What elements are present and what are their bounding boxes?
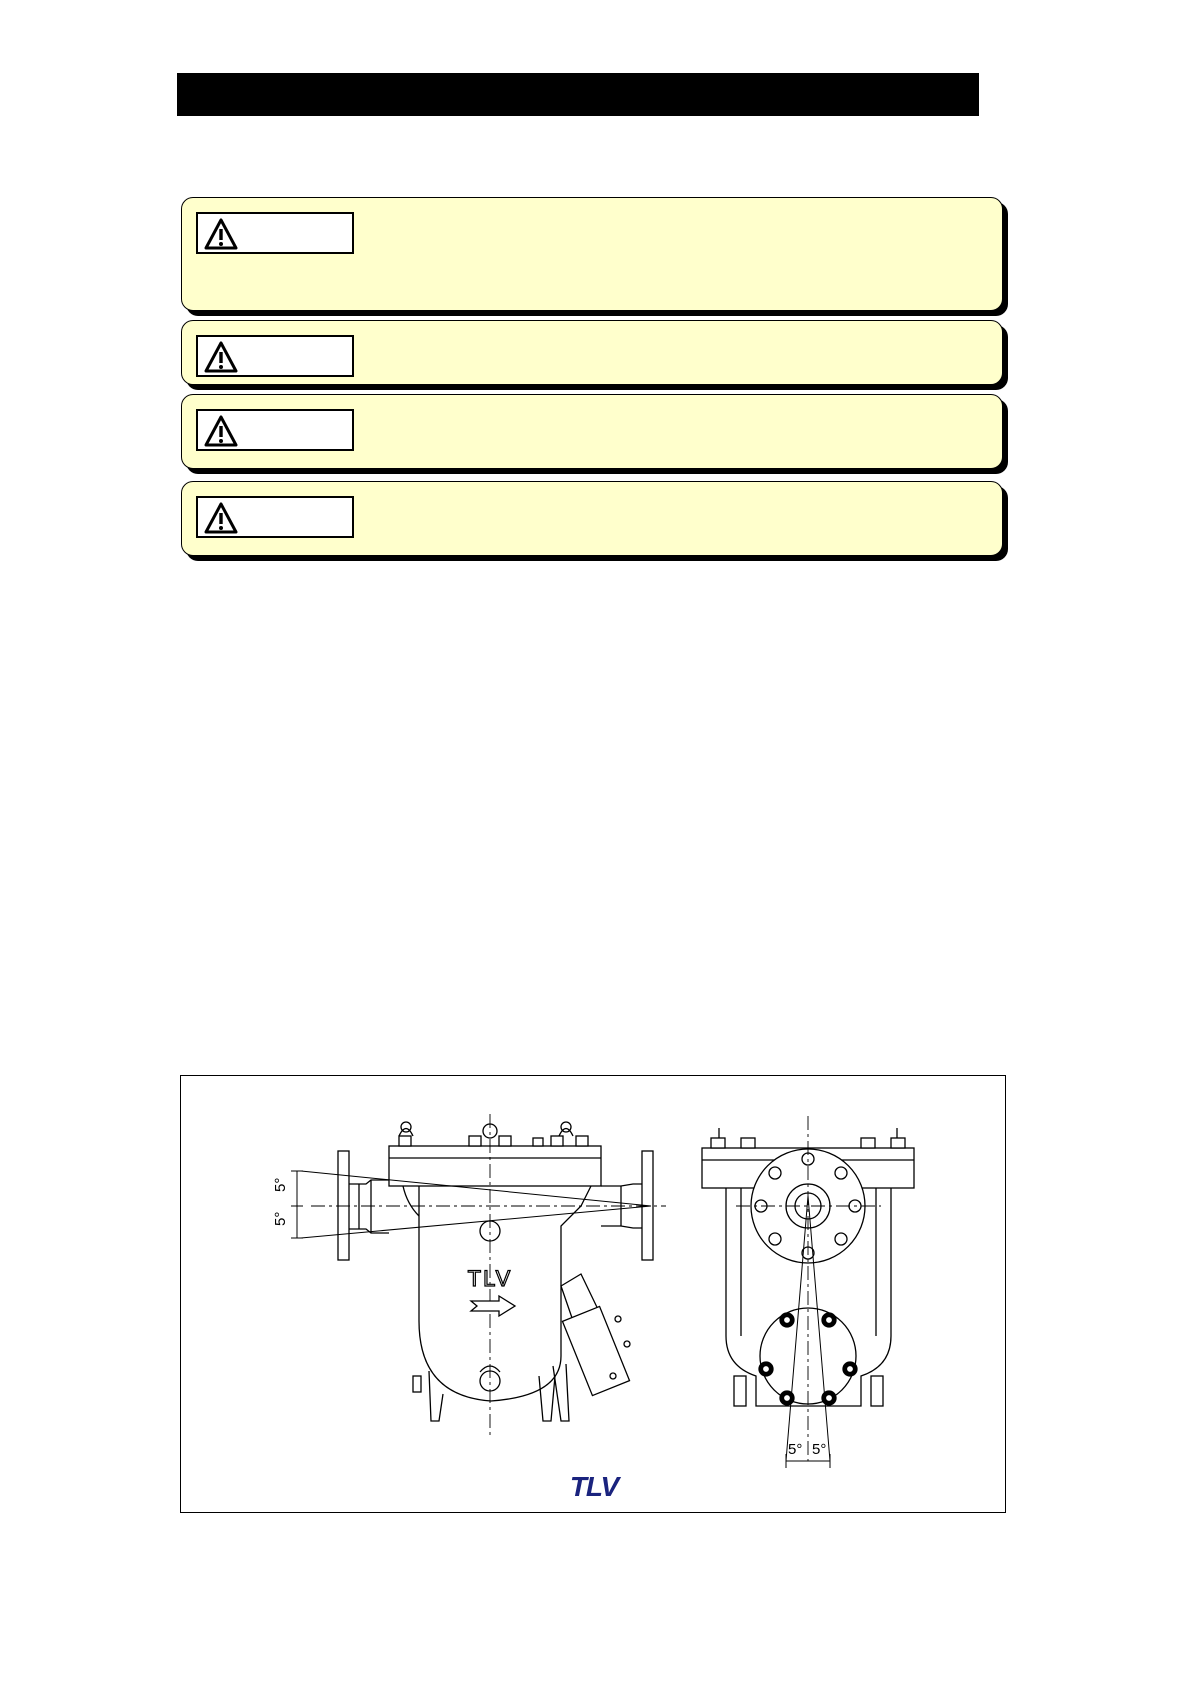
- page-title-bar: [177, 73, 979, 116]
- warning-triangle-icon: [203, 414, 239, 448]
- installation-figure: [180, 1075, 1006, 1513]
- angle-label-up: 5°: [272, 1177, 289, 1192]
- warning-box-2: [181, 320, 1003, 385]
- body-tlv-mark: TLV: [467, 1266, 513, 1291]
- front-view: [702, 1116, 914, 1468]
- warning-label-4: [196, 496, 354, 538]
- warning-box-3: [181, 394, 1003, 469]
- angle-label-left: 5°: [788, 1441, 803, 1458]
- angle-label-right: 5°: [812, 1441, 827, 1458]
- steam-trap-drawing: [181, 1076, 1007, 1514]
- angle-label-down: 5°: [272, 1211, 289, 1226]
- warning-label-1: [196, 212, 354, 254]
- tlv-logo: TLV: [569, 1471, 619, 1502]
- warning-box-1: [181, 197, 1003, 311]
- warning-triangle-icon: [203, 501, 239, 535]
- warning-triangle-icon: [203, 217, 239, 251]
- warning-box-4: [181, 481, 1003, 556]
- side-view: [291, 1114, 666, 1436]
- warning-label-2: [196, 335, 354, 377]
- warning-label-3: [196, 409, 354, 451]
- warning-triangle-icon: [203, 340, 239, 374]
